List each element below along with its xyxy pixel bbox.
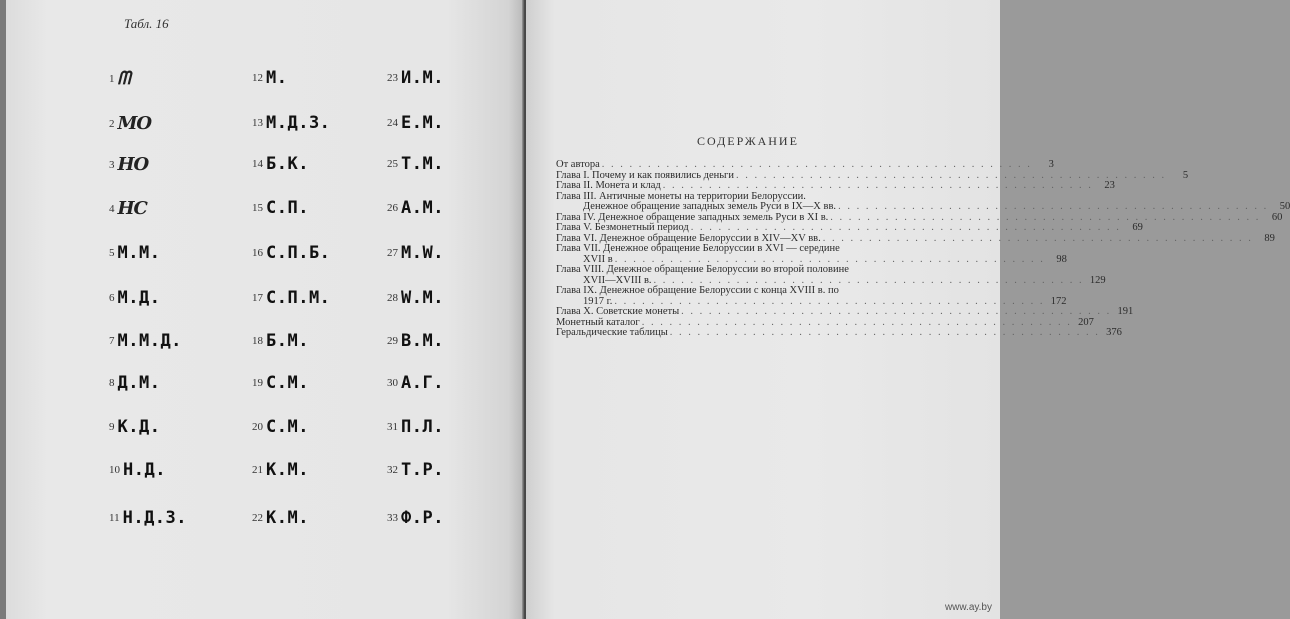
mark-item (109, 373, 160, 393)
mark-number: 19 (252, 377, 263, 389)
toc-entry-page: 60 (1271, 211, 1283, 223)
mark-code: HO (117, 154, 149, 175)
toc-entry (556, 159, 1054, 171)
mark-number: 6 (109, 292, 115, 304)
mark-number: 26 (387, 202, 398, 214)
mark-code: С.П. (266, 198, 309, 218)
toc-entry-title: Монетный каталог (556, 316, 640, 328)
mark-item (109, 417, 160, 437)
toc-entry-title: Глава II. Монета и клад (556, 180, 661, 191)
mark-item (387, 68, 444, 88)
mark-number: 5 (109, 247, 115, 259)
mark-code: М.М.Д. (117, 331, 182, 351)
mark-number: 7 (109, 335, 115, 347)
mark-item (387, 373, 444, 393)
mark-item (109, 154, 148, 175)
toc-dot-leader: . . . . . . . . . . . . . . . . . . . . . . . . . . . . . . . . . . . . . . . . . . . . . . . (662, 180, 1093, 191)
toc-dot-leader: . . . . . . . . . . . . . . . . . . . . . . . . . . . . . . . . . . . . . . . . . . . . . . . (681, 306, 1112, 317)
mark-number: 33 (387, 512, 398, 524)
mark-item (252, 243, 330, 263)
toc-entry-page: 89 (1264, 232, 1275, 244)
mark-number: 20 (252, 421, 263, 433)
mark-item (252, 113, 330, 133)
mark-item (252, 508, 309, 528)
mark-number: 21 (252, 464, 263, 476)
mark-code: Т.Р. (401, 460, 444, 480)
mark-code: Б.К. (266, 154, 309, 174)
mark-item (387, 460, 444, 480)
toc-entry-title: Глава V. Безмонетный период (556, 222, 689, 233)
mark-item (387, 243, 444, 263)
mark-item (252, 373, 309, 393)
toc-dot-leader: . . . . . . . . . . . . . . . . . . . . . . . . . . . . . . . . . . . . . . . . . . . . . . . (735, 169, 1167, 181)
toc-entry-page: 69 (1132, 222, 1143, 233)
mark-code: М. (266, 68, 288, 88)
toc-entry-title: Глава X. Советские монеты (556, 306, 680, 317)
toc-entry-page: 129 (1089, 274, 1106, 286)
mark-item (109, 460, 166, 480)
right-page (526, 0, 1290, 619)
left-page (6, 0, 524, 619)
table-of-contents (556, 159, 1290, 339)
toc-dot-leader: . . . . . . . . . . . . . . . . . . . . . . . . . . . . . . . . . . . . . . . . . . . . . . . (838, 201, 1269, 212)
mark-number: 27 (387, 247, 398, 259)
toc-entry-page: 5 (1182, 169, 1189, 181)
mark-number: 2 (109, 117, 115, 130)
mark-item (109, 243, 160, 263)
mark-item (109, 113, 151, 134)
toc-entry-title: Глава VIII. Денежное обращение Белоруссии во второй половине (556, 264, 849, 275)
toc-entry (556, 180, 1115, 192)
mark-number: 31 (387, 421, 398, 433)
mark-number: 16 (252, 247, 263, 259)
toc-entry-title: Глава VII. Денежное обращение Белоруссии в XVI — середине (556, 243, 840, 254)
toc-dot-leader: . . . . . . . . . . . . . . . . . . . . . . . . . . . . . . . . . . . . . . . . . . . . . . . (614, 253, 1045, 265)
toc-entry-page: 172 (1050, 295, 1067, 307)
toc-entry (556, 244, 962, 255)
mark-code: С.М. (266, 417, 309, 437)
toc-entry-title: Геральдические таблицы (556, 327, 668, 338)
mark-code: П.Л. (401, 417, 444, 437)
toc-entry-page: 191 (1117, 306, 1134, 317)
mark-number: 9 (109, 421, 115, 433)
toc-entry (556, 265, 962, 276)
toc-entry (556, 306, 1134, 318)
mark-number: 15 (252, 202, 263, 214)
toc-entry-title: Глава III. Античные монеты на территории Белоруссии. (556, 190, 806, 202)
toc-entry-page: 98 (1056, 253, 1067, 265)
toc-entry-page: 23 (1104, 180, 1115, 191)
mark-number: 4 (109, 202, 115, 215)
watermark: www.ay.by (944, 602, 992, 613)
mark-item (109, 68, 130, 89)
mark-number: 11 (109, 512, 120, 524)
mark-number: 29 (387, 335, 398, 347)
mark-number: 32 (387, 464, 398, 476)
mark-item (387, 417, 444, 437)
mark-code: Т.М. (401, 154, 444, 174)
toc-entry (556, 286, 962, 297)
mark-code: К.М. (266, 460, 309, 480)
mark-number: 30 (387, 377, 398, 389)
mark-code: А.Г. (401, 373, 444, 393)
table-label: Табл. 16 (124, 16, 169, 31)
mark-item (387, 508, 444, 528)
mark-code: Б.М. (266, 331, 309, 351)
toc-entry (556, 222, 1143, 234)
mark-code: И.М. (401, 68, 444, 88)
mark-item (109, 198, 147, 219)
mark-number: 10 (109, 464, 120, 476)
mark-number: 12 (252, 72, 263, 84)
mark-number: 8 (109, 377, 115, 389)
toc-entry (556, 327, 1122, 339)
toc-entry (556, 201, 1290, 213)
toc-dot-leader: . . . . . . . . . . . . . . . . . . . . . . . . . . . . . . . . . . . . . . . . . . . . . . . (669, 327, 1100, 338)
toc-entry-page: 50 (1279, 201, 1290, 212)
mark-item (109, 508, 187, 528)
mark-item (252, 68, 287, 88)
mark-code: MO (117, 113, 152, 134)
mark-item (109, 331, 182, 351)
mark-number: 3 (109, 158, 115, 171)
mark-number: 25 (387, 158, 398, 170)
mark-code: W.М. (401, 288, 444, 308)
toc-entry-page: 207 (1078, 316, 1094, 328)
toc-dot-leader: . . . . . . . . . . . . . . . . . . . . . . . . . . . . . . . . . . . . . . . . . . . . . . . (822, 232, 1253, 244)
mark-number: 13 (252, 117, 263, 129)
mark-item (109, 288, 160, 308)
mark-code: Д.М. (117, 373, 161, 393)
toc-entry-page: 376 (1106, 327, 1122, 338)
toc-entry-title: Глава I. Почему и как появились деньги (556, 169, 734, 181)
mark-code: А.М. (401, 198, 444, 218)
mark-code: ᗰ (117, 68, 130, 89)
toc-dot-leader: . . . . . . . . . . . . . . . . . . . . . . . . . . . . . . . . . . . . . . . . . . . . . . . (690, 222, 1121, 233)
toc-entry-title: XVII—XVIII в. (583, 274, 652, 286)
mark-item (252, 154, 309, 174)
mark-code: М.Д.З. (266, 113, 331, 133)
mark-item (252, 198, 309, 218)
mark-code: С.П.М. (266, 288, 331, 308)
mark-code: С.П.Б. (266, 243, 331, 263)
toc-entry-page: 3 (1048, 159, 1054, 170)
mark-number: 23 (387, 72, 398, 84)
mark-item (252, 460, 309, 480)
mark-number: 24 (387, 117, 398, 129)
mark-item (252, 288, 330, 308)
mark-code: М.Д. (117, 288, 161, 308)
mark-code: М.М. (117, 243, 161, 263)
toc-dot-leader: . . . . . . . . . . . . . . . . . . . . . . . . . . . . . . . . . . . . . . . . . . . . . . . (830, 211, 1261, 223)
mark-code: Ф.Р. (401, 508, 444, 528)
mark-code: В.М. (401, 331, 444, 351)
mark-code: Е.М. (401, 113, 444, 133)
mark-item (387, 331, 444, 351)
mark-item (387, 288, 444, 308)
mark-number: 1 (109, 72, 115, 85)
mark-code: С.М. (266, 373, 309, 393)
mark-number: 28 (387, 292, 398, 304)
toc-entry-title: От автора (556, 159, 600, 170)
toc-entry-title: Глава IX. Денежное обращение Белоруссии с конца XVIII в. по (556, 285, 839, 296)
mark-number: 14 (252, 158, 263, 170)
mark-code: М.W. (401, 243, 444, 263)
mark-code: HC (117, 198, 147, 219)
toc-entry-title: Глава IV. Денежное обращение западных земель Руси в XI в. (556, 211, 829, 223)
mark-item (252, 331, 309, 351)
mark-item (387, 198, 444, 218)
toc-entry-title: 1917 г. (583, 295, 613, 307)
mark-code: К.М. (266, 508, 309, 528)
mark-number: 18 (252, 335, 263, 347)
toc-dot-leader: . . . . . . . . . . . . . . . . . . . . . . . . . . . . . . . . . . . . . . . . . . . . . . . (614, 295, 1045, 307)
mark-number: 17 (252, 292, 263, 304)
mark-number: 22 (252, 512, 263, 524)
mark-code: К.Д. (117, 417, 161, 437)
toc-dot-leader: . . . . . . . . . . . . . . . . . . . . . . . . . . . . . . . . . . . . . . . . . . . . . . . (641, 316, 1072, 328)
toc-entry-title: XVII в (583, 253, 613, 265)
mark-item (387, 113, 444, 133)
toc-dot-leader: . . . . . . . . . . . . . . . . . . . . . . . . . . . . . . . . . . . . . . . . . . . . . . . (601, 159, 1032, 170)
mark-item (387, 154, 444, 174)
toc-entry-title: Денежное обращение западных земель Руси в IX—X вв. (583, 201, 837, 212)
toc-title: СОДЕРЖАНИЕ (697, 134, 799, 148)
mark-code: Н.Д. (123, 460, 166, 480)
mark-item (252, 417, 309, 437)
toc-dot-leader: . . . . . . . . . . . . . . . . . . . . . . . . . . . . . . . . . . . . . . . . . . . . . . . (653, 274, 1084, 286)
toc-entry-title: Глава VI. Денежное обращение Белоруссии в XIV—XV вв. (556, 232, 821, 244)
mark-code: Н.Д.З. (122, 508, 188, 528)
